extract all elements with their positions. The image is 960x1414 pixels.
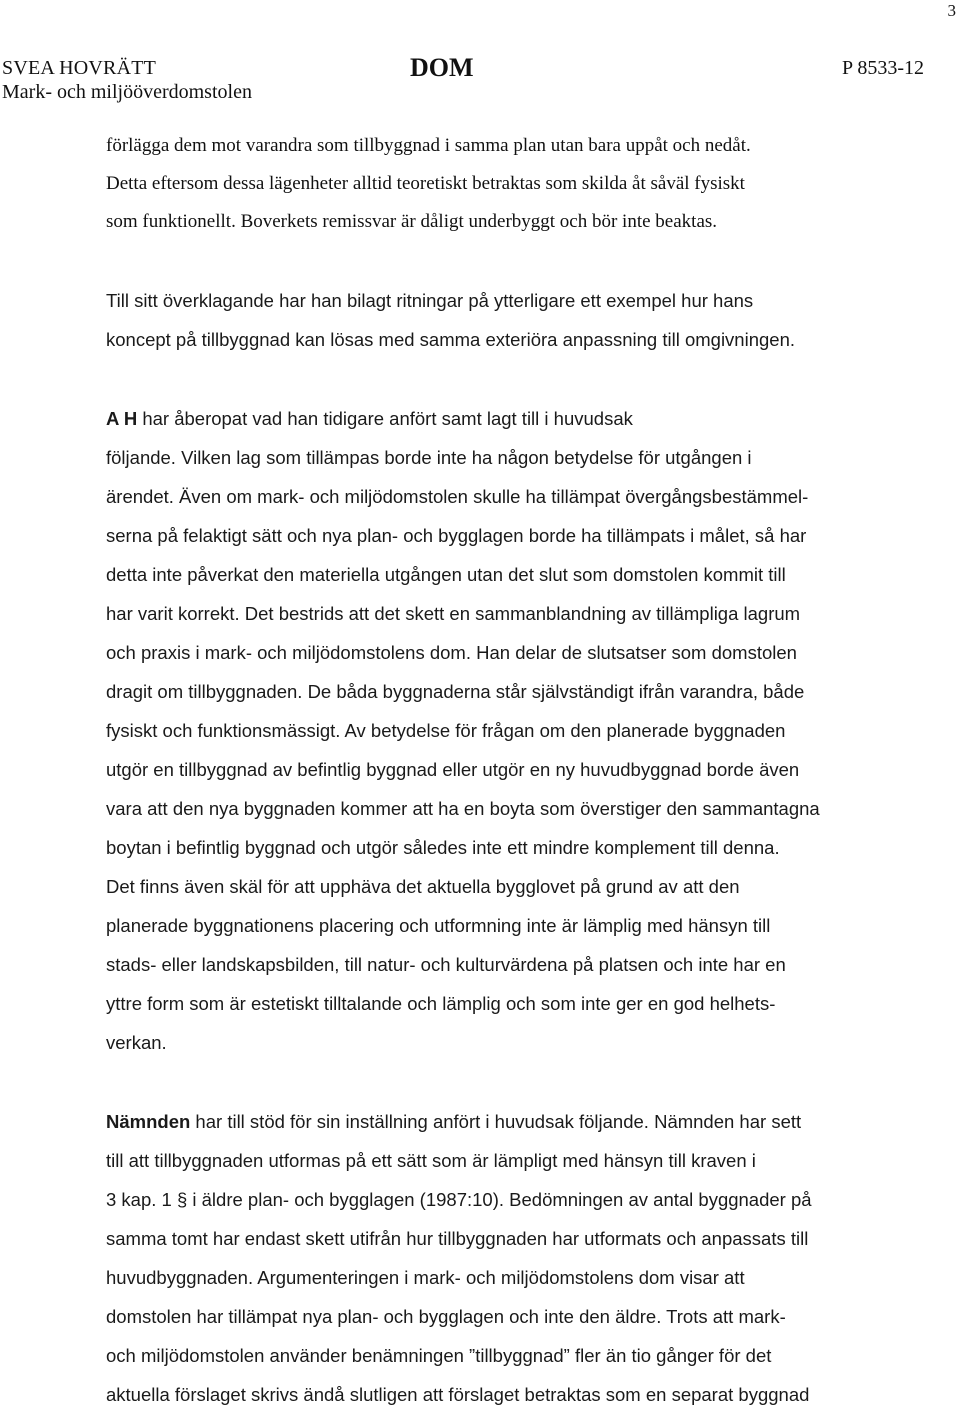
text-line: och miljödomstolen använder benämningen ”tillbyggnad” fler än tio gånger för det [106,1345,772,1366]
text-line: serna på felaktigt sätt och nya plan- och bygglagen borde ha tillämpats i målet, så har [106,525,807,546]
party-name: A H [106,408,138,429]
text-line: domstolen har tillämpat nya plan- och bygglagen och inte den äldre. Trots att mark- [106,1306,786,1327]
court-name: SVEA HOVRÄTT [2,57,157,79]
text-line: som funktionellt. Boverkets remissvar är dåligt underbyggt och bör inte beaktas. [106,211,718,232]
text-span: har åberopat vad han tidigare anfört samt lagt till i huvudsak [137,408,633,429]
document-header [2,53,938,106]
document-body [106,127,896,1414]
text-span: har till stöd för sin inställning anfört i huvudsak följande. Nämnden har sett [190,1111,802,1132]
court-division: Mark- och miljööverdomstolen [2,81,252,103]
text-line: fysiskt och funktionsmässigt. Av betydelse för frågan om den planerade byggnaden [106,720,786,741]
text-line: samma tomt har endast skett utifrån hur tillbyggnaden har utformats och anpassats till [106,1228,809,1249]
text-line: huvudbyggnaden. Argumenteringen i mark- och miljödomstolens dom visar att [106,1267,745,1288]
document-type: DOM [410,53,474,82]
text-line: till att tillbyggnaden utformas på ett sätt som är lämpligt med hänsyn till kraven i [106,1150,756,1171]
text-line: Det finns även skäl för att upphäva det aktuella bygglovet på grund av att den [106,876,740,897]
text-line [106,399,896,438]
text-line: detta inte påverkat den materiella utgången utan det slut som domstolen kommit till [106,564,786,585]
text-line: vara att den nya byggnaden kommer att ha en boyta som överstiger den sammantagna [106,798,820,819]
text-line: 3 kap. 1 § i äldre plan- och bygglagen (1987:10). Bedömningen av antal byggnader på [106,1189,812,1210]
case-number: P 8533-12 [841,57,924,79]
text-line: förlägga dem mot varandra som tillbyggnad i samma plan utan bara uppåt och nedåt. [106,135,751,156]
text-line: dragit om tillbyggnaden. De båda byggnaderna står självständigt ifrån varandra, både [106,681,805,702]
text-line: följande. Vilken lag som tillämpas borde inte ha någon betydelse för utgången i [106,447,752,468]
text-line: planerade byggnationens placering och utformning inte är lämplig med hänsyn till [106,915,771,936]
text-line: aktuella förslaget skrivs ändå slutligen att förslaget betraktas som en separat byggnad [106,1384,810,1405]
text-line: och praxis i mark- och miljödomstolens dom. Han delar de slutsatser som domstolen [106,642,797,663]
text-line: koncept på tillbyggnad kan lösas med samma exteriöra anpassning till omgivningen. [106,329,795,350]
party-name: Nämnden [106,1111,191,1132]
text-line: utgör en tillbyggnad av befintlig byggnad eller utgör en ny huvudbyggnad borde även [106,759,800,780]
page-number: 3 [947,1,956,20]
text-line: har varit korrekt. Det bestrids att det skett en sammanblandning av tillämpliga lagrum [106,603,801,624]
text-line: yttre form som är estetiskt tilltalande och lämplig och som inte ger en god helhets- [106,993,776,1014]
text-line: boytan i befintlig byggnad och utgör således inte ett mindre komplement till denna. [106,837,780,858]
text-line: stads- eller landskapsbilden, till natur- och kulturvärdena på platsen och inte har en [106,954,786,975]
text-line: Detta eftersom dessa lägenheter alltid teoretiskt betraktas som skilda åt såväl fysiskt [106,173,745,194]
text-line [106,1102,896,1141]
paragraph-1 [106,127,896,241]
paragraph-2 [106,281,896,359]
paragraph-3 [106,399,896,1062]
paragraph-4 [106,1102,896,1414]
text-line: Till sitt överklagande har han bilagt ritningar på ytterligare ett exempel hur hans [106,290,754,311]
text-line: verkan. [106,1032,167,1053]
text-line: ärendet. Även om mark- och miljödomstolen skulle ha tillämpat övergångsbestämmel- [106,486,809,507]
